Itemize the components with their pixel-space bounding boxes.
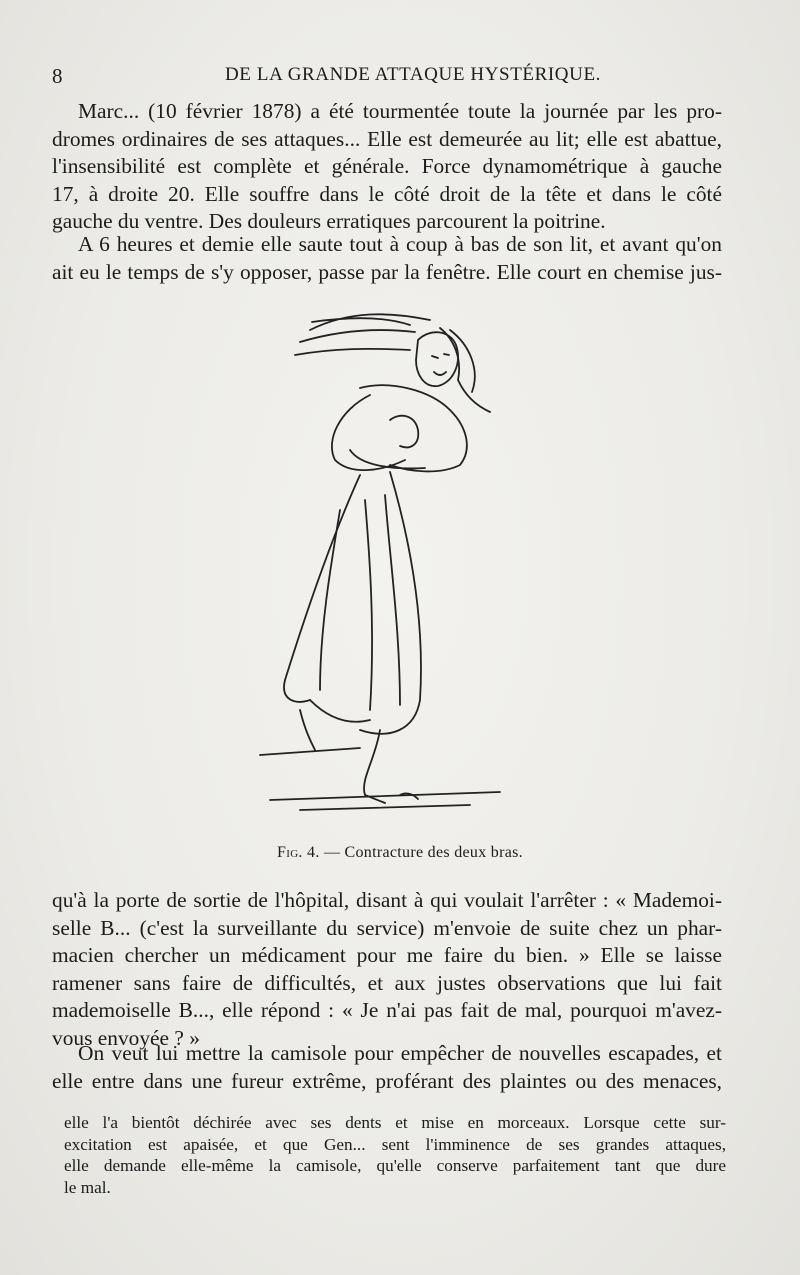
footnote-line: le mal. [64, 1177, 111, 1197]
torso [360, 385, 467, 471]
caption-label: Fig. 4. [277, 844, 320, 861]
paragraph-2 [52, 231, 722, 286]
text-line: 17, à droite 20. Elle souffre dans le côté droit de la tête et dans le côté [52, 181, 722, 206]
text-line: elle entre dans une fureur extrême, proférant des plaintes ou des menaces, [52, 1068, 722, 1093]
paragraph-4 [52, 1040, 722, 1095]
caption-text: — Contracture des deux bras. [319, 844, 523, 861]
text-line: dromes ordinaires de ses attaques... Elle est demeurée au lit; elle est abattue, [52, 126, 722, 151]
text-line: gauche du ventre. Des douleurs erratiques parcourent la poitrine. [52, 209, 606, 233]
footnote-line: excitation est apaisée, et que Gen... sent l'imminence de ses grandes attaques, [64, 1134, 726, 1154]
text-line: mademoiselle B..., elle répond : « Je n'ai pas fait de mal, pourquoi m'avez- [52, 998, 722, 1022]
paragraph-1 [52, 98, 722, 236]
footnote-line: elle demande elle-même la camisole, qu'elle conserve parfaitement tant que dure [64, 1156, 726, 1175]
hair-strands [295, 314, 430, 355]
page-header [52, 64, 734, 90]
page-number: 8 [52, 64, 63, 88]
text-line: On veut lui mettre la camisole pour empêcher de nouvelles escapades, et [78, 1041, 722, 1065]
footnote [64, 1112, 726, 1198]
figure-illustration [240, 300, 540, 840]
text-line: vous envoyée ? » [52, 1025, 200, 1050]
text-line: l'insensibilité est complète et générale. Force dynamométrique à gauche [52, 154, 722, 178]
figure-caption [0, 844, 800, 862]
text-line: qu'à la porte de sortie de l'hôpital, disant à qui voulait l'arrêter : « Mademoi- [52, 888, 722, 912]
feet [300, 710, 385, 803]
text-line: ait eu le temps de s'y opposer, passe par la fenêtre. Elle court en chemise jus- [52, 259, 722, 284]
text-line: Marc... (10 février 1878) a été tourmentée toute la journée par les pro- [78, 99, 722, 123]
skirt [284, 475, 360, 702]
footnote-line: elle l'a bientôt déchirée avec ses dents et mise en morceaux. Lorsque cette sur- [64, 1113, 726, 1132]
text-line: selle B... (c'est la surveillante du service) m'envoie de suite chez un phar- [52, 915, 722, 940]
text-line: A 6 heures et demie elle saute tout à coup à bas de son lit, et avant qu'on [78, 232, 722, 256]
text-line: ramener sans faire de difficultés, et aux justes observations que lui fait [52, 970, 722, 995]
text-line: macien chercher un médicament pour me faire du bien. » Elle se laisse [52, 943, 722, 967]
paragraph-3 [52, 887, 722, 1052]
crossed-arms [332, 395, 405, 470]
running-title: DE LA GRANDE ATTAQUE HYSTÉRIQUE. [224, 64, 601, 85]
